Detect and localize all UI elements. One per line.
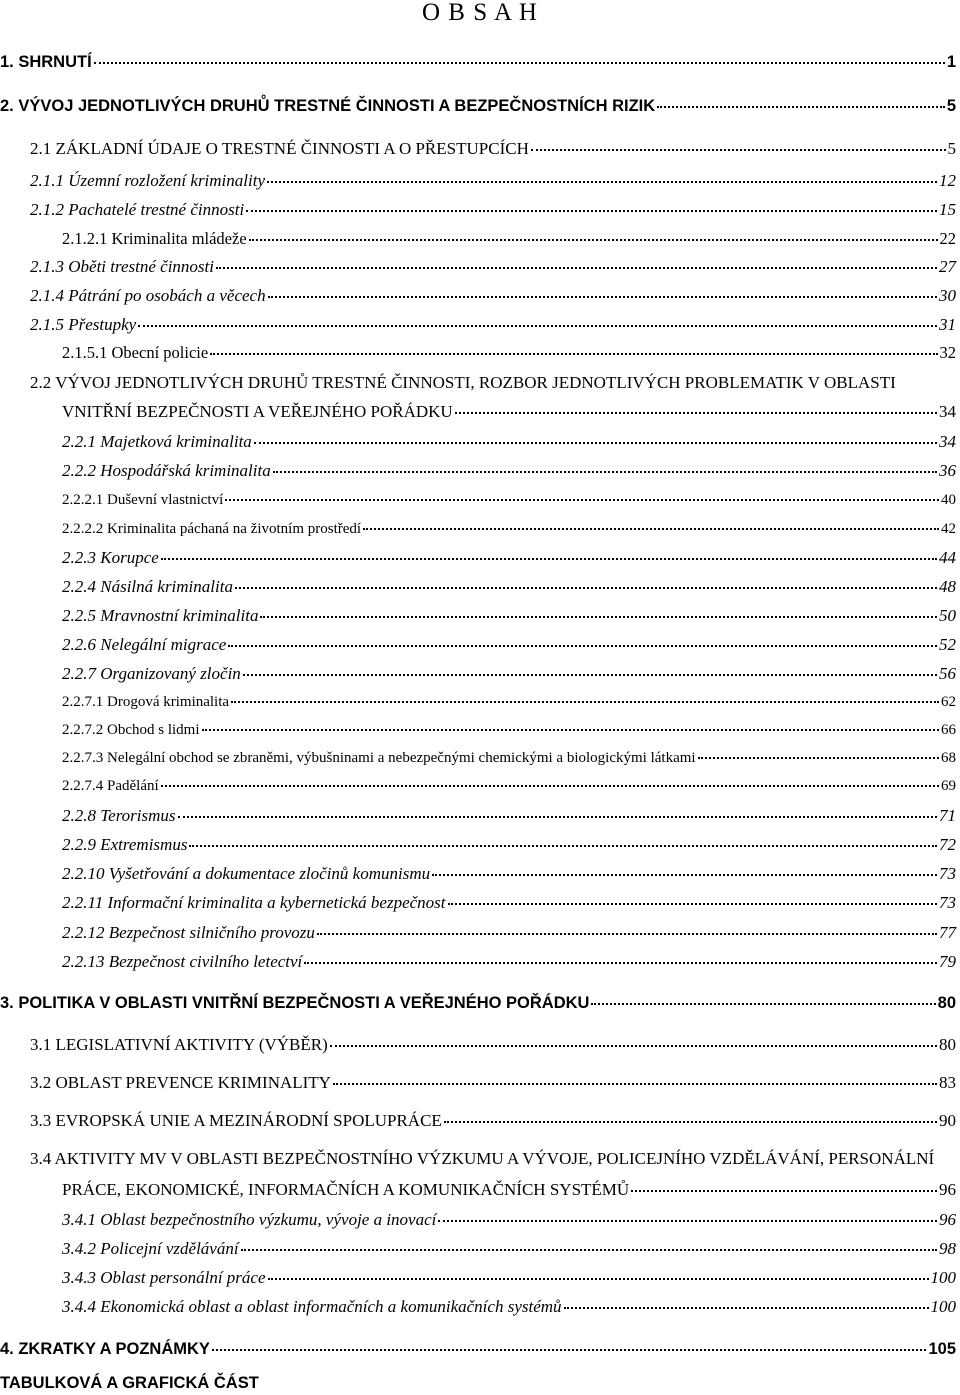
toc-entry-label: 3.4.1 Oblast bezpečnostního výzkumu, vývoje a inovací bbox=[62, 1210, 437, 1229]
toc-entry[interactable] bbox=[62, 430, 956, 454]
dot-leader bbox=[531, 149, 946, 151]
dot-leader bbox=[241, 1249, 937, 1251]
toc-page-number: 27 bbox=[939, 257, 956, 276]
dot-leader bbox=[254, 442, 937, 444]
toc-page-number: 98 bbox=[939, 1239, 956, 1258]
dot-leader bbox=[225, 499, 939, 501]
toc-page-number: 100 bbox=[930, 1268, 956, 1287]
toc-entry-label: 2.2.6 Nelegální migrace bbox=[62, 635, 227, 654]
toc-page-number: 52 bbox=[939, 635, 956, 654]
toc-page-number: 71 bbox=[939, 806, 956, 825]
toc-page-number: 72 bbox=[939, 835, 956, 854]
toc-page-number: 30 bbox=[939, 286, 956, 305]
toc-entry-label: 2.2.8 Terorismus bbox=[62, 806, 176, 825]
dot-leader bbox=[363, 528, 939, 530]
toc-entry-label: 2.2.2 Hospodářská kriminalita bbox=[62, 461, 271, 480]
toc-page-number: 68 bbox=[941, 750, 956, 766]
toc-entry-label: 2.1.3 Oběti trestné činnosti bbox=[30, 257, 214, 276]
dot-leader bbox=[246, 210, 937, 212]
toc-page-number: 1 bbox=[946, 53, 956, 71]
toc-entry[interactable] bbox=[62, 950, 956, 974]
toc-entry-label: 2.1.1 Územní rozložení kriminality bbox=[30, 171, 265, 190]
toc-page-number: 69 bbox=[941, 778, 956, 794]
toc-entry[interactable] bbox=[62, 1208, 956, 1232]
toc-page-number: 22 bbox=[939, 229, 956, 248]
toc-entry-label: 2.2.3 Korupce bbox=[62, 548, 159, 567]
toc-page-number: 73 bbox=[939, 864, 956, 883]
dot-leader bbox=[228, 645, 937, 647]
toc-entry[interactable] bbox=[62, 341, 956, 365]
toc-entry-label: 1. SHRNUTÍ bbox=[0, 53, 92, 71]
toc-page-number: 15 bbox=[939, 200, 956, 219]
toc-entry-label: 3.4.3 Oblast personální práce bbox=[62, 1268, 266, 1287]
toc-entry[interactable] bbox=[30, 198, 956, 222]
toc-entry[interactable] bbox=[62, 921, 956, 945]
toc-page-number: 80 bbox=[939, 1035, 956, 1054]
toc-entry[interactable] bbox=[62, 575, 956, 599]
toc-page-number: 12 bbox=[939, 171, 956, 190]
toc-entry[interactable] bbox=[62, 459, 956, 483]
toc-page-number: 105 bbox=[928, 1340, 956, 1358]
toc-page-number: 62 bbox=[941, 694, 956, 710]
dot-leader bbox=[631, 1190, 937, 1192]
toc-entry[interactable] bbox=[62, 1266, 956, 1290]
toc-entry-label: 3.2 OBLAST PREVENCE KRIMINALITY bbox=[30, 1073, 331, 1092]
toc-entry[interactable] bbox=[62, 400, 956, 424]
toc-entry-label: 2.2.7.4 Padělání bbox=[62, 778, 159, 794]
toc-page-number: 56 bbox=[939, 664, 956, 683]
toc-page-number: 36 bbox=[939, 461, 956, 480]
toc-entry-heading: TABULKOVÁ A GRAFICKÁ ČÁST bbox=[0, 1374, 259, 1392]
dot-leader bbox=[235, 587, 937, 589]
toc-entry-label: 2.2.13 Bezpečnost civilního letectví bbox=[62, 952, 303, 971]
toc-entry[interactable] bbox=[62, 746, 956, 770]
dot-leader bbox=[202, 729, 940, 731]
dot-leader bbox=[210, 353, 937, 355]
toc-page-number: 50 bbox=[939, 606, 956, 625]
toc-entry[interactable] bbox=[62, 488, 956, 512]
dot-leader bbox=[444, 1121, 937, 1123]
dot-leader bbox=[268, 296, 937, 298]
dot-leader bbox=[138, 325, 937, 327]
toc-entry-label: 2.2.1 Majetková kriminalita bbox=[62, 432, 252, 451]
toc-entry-label: 3.4.2 Policejní vzdělávání bbox=[62, 1239, 239, 1258]
toc-entry[interactable] bbox=[30, 255, 956, 279]
toc-page-number: 80 bbox=[937, 994, 956, 1012]
dot-leader bbox=[591, 1003, 935, 1005]
toc-entry[interactable] bbox=[62, 690, 956, 714]
toc-entry[interactable] bbox=[62, 1295, 956, 1319]
toc-page-number: 90 bbox=[939, 1111, 956, 1130]
dot-leader bbox=[304, 962, 937, 964]
toc-page-number: 42 bbox=[941, 521, 956, 537]
toc-entry[interactable] bbox=[30, 1071, 956, 1095]
toc-entry-label: 2.2.2.2 Kriminalita páchaná na životním prostředí bbox=[62, 521, 362, 537]
toc-entry-label: 3.4.4 Ekonomická oblast a oblast informačních a komunikačních systémů bbox=[62, 1297, 562, 1316]
dot-leader bbox=[333, 1083, 937, 1085]
toc-entry[interactable] bbox=[30, 169, 956, 193]
toc-entry-label: 2.2.11 Informační kriminalita a kybernetická bezpečnost bbox=[62, 893, 446, 912]
dot-leader bbox=[260, 616, 937, 618]
dot-leader bbox=[455, 412, 937, 414]
toc-entry-label: 4. ZKRATKY A POZNÁMKY bbox=[0, 1340, 210, 1358]
toc-entry[interactable] bbox=[62, 891, 956, 915]
page-title: O B S A H bbox=[422, 0, 538, 26]
dot-leader bbox=[243, 674, 937, 676]
toc-entry[interactable] bbox=[0, 1337, 956, 1361]
toc-entry[interactable] bbox=[0, 50, 956, 74]
toc-page-number: 32 bbox=[939, 343, 956, 362]
dot-leader bbox=[212, 1349, 927, 1351]
dot-leader bbox=[317, 933, 937, 935]
toc-entry-label: 2.2.5 Mravnostní kriminalita bbox=[62, 606, 259, 625]
dot-leader bbox=[189, 845, 937, 847]
toc-entry-label: 2. VÝVOJ JEDNOTLIVÝCH DRUHŮ TRESTNÉ ČINNOSTI A BEZPEČNOSTNÍCH RIZIK bbox=[0, 97, 656, 115]
toc-page-number: 5 bbox=[947, 139, 956, 158]
toc-entry[interactable]: 2.2 VÝVOJ JEDNOTLIVÝCH DRUHŮ TRESTNÉ ČINNOSTI, ROZBOR JEDNOTLIVÝCH PROBLEMATIK V OBLASTI bbox=[30, 373, 896, 392]
toc-page-number: 5 bbox=[946, 97, 956, 115]
toc-page-number: 34 bbox=[939, 402, 956, 421]
toc-entry[interactable] bbox=[62, 604, 956, 628]
dot-leader bbox=[249, 239, 938, 241]
toc-entry[interactable] bbox=[30, 313, 956, 337]
dot-leader bbox=[330, 1045, 937, 1047]
toc-entry[interactable] bbox=[62, 546, 956, 570]
dot-leader bbox=[657, 106, 945, 108]
toc-entry-label: 3. POLITIKA V OBLASTI VNITŘNÍ BEZPEČNOSTI A VEŘEJNÉHO POŘÁDKU bbox=[0, 994, 590, 1012]
dot-leader bbox=[698, 757, 939, 759]
toc-page-number: 31 bbox=[939, 315, 956, 334]
toc-entry-label: 2.1.5.1 Obecní policie bbox=[62, 343, 209, 362]
toc-entry[interactable]: 3.4 AKTIVITY MV V OBLASTI BEZPEČNOSTNÍHO VÝZKUMU A VÝVOJE, POLICEJNÍHO VZDĚLÁVÁNÍ, PERSONÁLNÍ bbox=[30, 1149, 935, 1168]
dot-leader bbox=[161, 785, 939, 787]
dot-leader bbox=[231, 701, 939, 703]
toc-entry[interactable] bbox=[30, 1109, 956, 1133]
toc-page-number: 48 bbox=[939, 577, 956, 596]
dot-leader bbox=[216, 267, 937, 269]
toc-entry[interactable] bbox=[62, 633, 956, 657]
toc-page-number: 79 bbox=[939, 952, 956, 971]
dot-leader bbox=[267, 181, 937, 183]
dot-leader bbox=[273, 471, 937, 473]
toc-entry[interactable] bbox=[62, 662, 956, 686]
toc-page-number: 83 bbox=[939, 1073, 956, 1092]
toc-entry-label: 2.2.12 Bezpečnost silničního provozu bbox=[62, 923, 315, 942]
toc-entry[interactable] bbox=[62, 774, 956, 798]
toc-entry-label: 2.2.4 Násilná kriminalita bbox=[62, 577, 233, 596]
toc-entry-label: 2.1 ZÁKLADNÍ ÚDAJE O TRESTNÉ ČINNOSTI A O PŘESTUPCÍCH bbox=[30, 139, 529, 158]
toc-entry-label: 2.2.7.2 Obchod s lidmi bbox=[62, 722, 200, 738]
toc-page-number: 44 bbox=[939, 548, 956, 567]
toc-entry-label: 2.1.5 Přestupky bbox=[30, 315, 137, 334]
toc-page-number: 96 bbox=[939, 1180, 956, 1199]
toc-entry-label: 3.1 LEGISLATIVNÍ AKTIVITY (VÝBĚR) bbox=[30, 1035, 328, 1054]
dot-leader bbox=[448, 903, 937, 905]
dot-leader bbox=[178, 816, 937, 818]
toc-entry[interactable] bbox=[62, 1178, 956, 1202]
toc-entry-label: 2.1.4 Pátrání po osobách a věcech bbox=[30, 286, 266, 305]
toc-page-number: 73 bbox=[939, 893, 956, 912]
toc-entry-label: 2.2.7 Organizovaný zločin bbox=[62, 664, 241, 683]
toc-page-number: 77 bbox=[939, 923, 956, 942]
dot-leader bbox=[94, 62, 945, 64]
toc-entry[interactable] bbox=[0, 991, 956, 1015]
toc-entry[interactable] bbox=[62, 718, 956, 742]
toc-page-number: 34 bbox=[939, 432, 956, 451]
toc-entry-label: PRÁCE, EKONOMICKÉ, INFORMAČNÍCH A KOMUNIKAČNÍCH SYSTÉMŮ bbox=[62, 1180, 630, 1199]
toc-entry-label: 2.2.9 Extremismus bbox=[62, 835, 188, 854]
dot-leader bbox=[432, 874, 937, 876]
toc-entry-label: 2.2.7.1 Drogová kriminalita bbox=[62, 694, 230, 710]
toc-entry[interactable] bbox=[30, 284, 956, 308]
toc-entry[interactable] bbox=[62, 862, 956, 886]
toc-entry[interactable] bbox=[62, 833, 956, 857]
toc-entry-label: 2.1.2.1 Kriminalita mládeže bbox=[62, 229, 247, 248]
toc-entry[interactable] bbox=[62, 227, 956, 251]
toc-entry-label: 2.2.2.1 Duševní vlastnictví bbox=[62, 492, 224, 508]
toc-entry-label: 2.2.10 Vyšetřování a dokumentace zločinů komunismu bbox=[62, 864, 431, 883]
toc-page-number: 100 bbox=[930, 1297, 956, 1316]
toc-entry-label: VNITŘNÍ BEZPEČNOSTI A VEŘEJNÉHO POŘÁDKU bbox=[62, 402, 453, 421]
toc-entry[interactable] bbox=[62, 517, 956, 541]
toc-entry-label: 2.1.2 Pachatelé trestné činnosti bbox=[30, 200, 245, 219]
toc-entry[interactable] bbox=[30, 1033, 956, 1057]
toc-page-number: 96 bbox=[939, 1210, 956, 1229]
toc-entry-label: 2.2.7.3 Nelegální obchod se zbraněmi, výbušninami a nebezpečnými chemickými a biologickými látkami bbox=[62, 750, 696, 766]
toc-entry-label: 3.3 EVROPSKÁ UNIE A MEZINÁRODNÍ SPOLUPRÁCE bbox=[30, 1111, 442, 1130]
toc-entry[interactable] bbox=[0, 94, 956, 118]
toc-entry[interactable] bbox=[62, 804, 956, 828]
toc-entry[interactable] bbox=[30, 137, 956, 161]
dot-leader bbox=[268, 1278, 929, 1280]
toc-page-number: 40 bbox=[941, 492, 956, 508]
dot-leader bbox=[564, 1307, 929, 1309]
dot-leader bbox=[161, 558, 937, 560]
toc-page-number: 66 bbox=[941, 722, 956, 738]
dot-leader bbox=[438, 1220, 937, 1222]
toc-entry[interactable] bbox=[62, 1237, 956, 1261]
